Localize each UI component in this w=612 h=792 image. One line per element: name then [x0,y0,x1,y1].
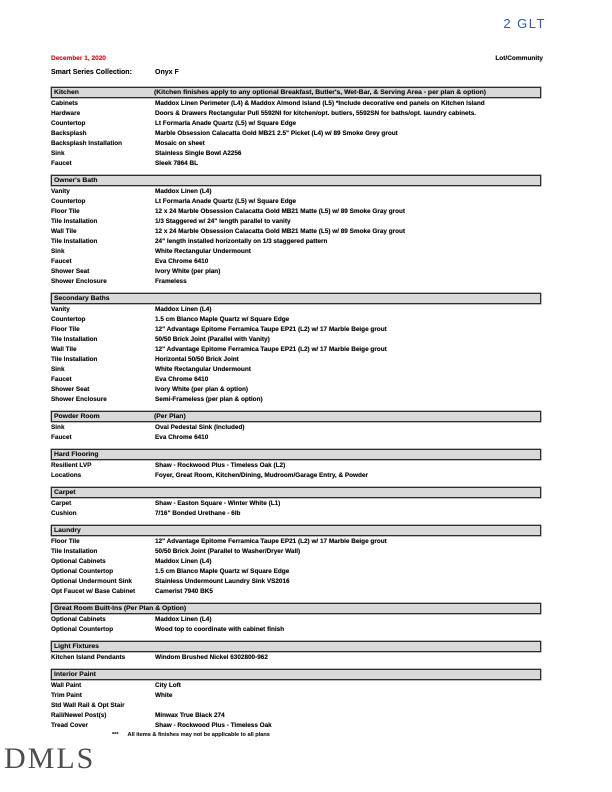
spec-label: Backsplash Installation [51,140,123,147]
spec-value: 1.5 cm Blanco Maple Quartz w/ Square Edge [155,316,290,323]
spec-label: Optional Countertop [51,568,114,575]
spec-row [51,577,541,587]
spec-label: Sink [51,366,65,373]
section-header [51,87,541,98]
section-title: Great Room Built-Ins (Per Plan & Option) [54,605,187,612]
section-rows [51,498,541,519]
spec-label: Sink [51,424,65,431]
spec-value: Doors & Drawers Rectangular Pull 5592NI for kitchen/opt. butlers, 5592SN for baths/opt. laundry cabinets. [155,110,477,117]
spec-value [155,701,541,711]
spec-value: Mosaic on sheet [155,140,205,147]
spec-row [51,227,541,237]
spec-value: Stainless Undermount Laundry Sink VS2016 [155,578,290,585]
spec-value: 12" Advantage Epitome Ferramica Taupe EP21 (L2) w/ 17 Marble Beige grout [155,326,387,333]
section-rows [51,186,541,287]
section-rows [51,460,541,481]
spec-value: Marble Obsession Calacatta Gold MB21 2.5" Picket (L4) w/ 89 Smoke Grey grout [155,130,398,137]
section-title: Carpet [54,489,76,496]
spec-value: Shaw - Rockwood Plus - Timeless Oak (L2) [155,462,286,469]
spec-row [51,335,541,345]
page-code: 2 GLT [503,16,546,31]
footnote-text: All items & finishes may not be applicable to all plans [127,732,270,738]
spec-label: Shower Seat [51,386,90,393]
spec-row [51,433,541,443]
spec-label: Tile Installation [51,218,98,225]
spec-value: Sleek 7864 BL [155,160,198,167]
spec-label: Countertop [51,120,86,127]
spec-value: Lt Formarla Anade Quartz (L5) w/ Square Edge [155,198,297,205]
footnote [112,732,270,738]
spec-row [51,129,541,139]
spec-value: 12 x 24 Marble Obsession Calacatta Gold MB21 Matte (L5) w/ 89 Smoke Gray grout [155,208,406,215]
spec-row [51,247,541,257]
spec-label: Locations [51,472,82,479]
spec-section [51,411,541,443]
spec-section [51,603,541,635]
section-header [51,603,541,614]
spec-section [51,669,541,731]
spec-label: Wall Tile [51,346,77,353]
spec-value: Horizontal 50/50 Brick Joint [155,356,239,363]
spec-label: Cabinets [51,100,78,107]
spec-label: Resilient LVP [51,462,92,469]
spec-row [51,711,541,721]
spec-value: Semi-Frameless (per plan & option) [155,396,263,403]
spec-value: Foyer, Great Room, Kitchen/Dining, Mudroom/Garage Entry, & Powder [155,472,368,479]
spec-row [51,267,541,277]
section-rows [51,652,541,663]
spec-value: White Rectangular Undermount [155,366,251,373]
spec-value: Lt Formarla Anade Quartz (L5) w/ Square Edge [155,120,297,127]
spec-value: 50/50 Brick Joint (Parallel with Vanity) [155,336,270,343]
spec-row [51,217,541,227]
spec-label: Std Wall Rail & Opt Stair [51,702,125,709]
spec-label: Optional Cabinets [51,558,106,565]
spec-label: Floor Tile [51,208,80,215]
spec-row [51,305,541,315]
spec-label: Shower Enclosure [51,278,107,285]
spec-value: 12" Advantage Epitome Ferramica Taupe EP21 (L2) w/ 17 Marble Beige grout [155,346,387,353]
spec-value: Eva Chrome 6410 [155,434,209,441]
spec-row [51,471,541,481]
spec-row [51,257,541,267]
section-title: Secondary Baths [54,295,110,302]
spec-value: Eva Chrome 6410 [155,258,209,265]
spec-value: Maddox Linen (L4) [155,306,212,313]
mls-watermark: DMLS [4,742,96,775]
section-header [51,669,541,680]
section-header [51,525,541,536]
spec-section [51,487,541,519]
spec-row [51,315,541,325]
spec-value: Minwax True Black 274 [155,712,225,719]
spec-label: Vanity [51,306,70,313]
spec-value: 7/16" Bonded Urethane - 6lb [155,510,241,517]
section-title: Kitchen [54,89,79,96]
section-rows [51,536,541,597]
section-rows [51,614,541,635]
spec-label: Floor Tile [51,538,80,545]
spec-row [51,109,541,119]
spec-row [51,375,541,385]
spec-row [51,567,541,577]
spec-value: Camerist 7940 BK5 [155,588,213,595]
spec-label: Shower Enclosure [51,396,107,403]
spec-row [51,653,541,663]
spec-label: Faucet [51,258,72,265]
spec-row [51,159,541,169]
spec-value: Ivory White (per plan) [155,268,221,275]
spec-value: White [155,692,173,699]
spec-value: 1/3 Staggered w/ 24" length parallel to vanity [155,218,291,225]
spec-value: Frameless [155,278,187,285]
spec-row [51,277,541,287]
spec-row [51,557,541,567]
section-header [51,449,541,460]
spec-label: Tile Installation [51,336,98,343]
spec-value: Shaw - Rockwood Plus - Timeless Oak [155,722,272,729]
section-title: Laundry [54,527,81,534]
spec-row [51,537,541,547]
spec-row [51,345,541,355]
spec-label: Tile Installation [51,548,98,555]
spec-section [51,293,541,405]
spec-row [51,325,541,335]
spec-row [51,461,541,471]
spec-row [51,587,541,597]
spec-section [51,449,541,481]
spec-label: Faucet [51,376,72,383]
spec-label: Wall Tile [51,228,77,235]
lot-community-label: Lot/Community [495,55,543,62]
spec-row [51,499,541,509]
spec-label: Wall Paint [51,682,82,689]
spec-value: Maddox Linen (L4) [155,616,212,623]
spec-label: Sink [51,150,65,157]
spec-label: Trim Paint [51,692,82,699]
spec-label: Hardware [51,110,81,117]
spec-label: Tile Installation [51,238,98,245]
spec-row [51,385,541,395]
spec-row [51,509,541,519]
spec-row [51,721,541,731]
spec-row [51,139,541,149]
section-header [51,293,541,304]
section-title: Owner's Bath [54,177,98,184]
spec-label: Optional Cabinets [51,616,106,623]
spec-value: Wood top to coordinate with cabinet finish [155,626,285,633]
spec-label: Carpet [51,500,72,507]
spec-value: Windom Brushed Nickel 6302800-962 [155,654,268,661]
spec-section [51,175,541,287]
spec-label: Tile Installation [51,356,98,363]
spec-row [51,681,541,691]
spec-value: Shaw - Easton Square - Winter White (L1) [155,500,281,507]
spec-value: Maddox Linen Perimeter (L4) & Maddox Almond Island (L5) *Include decorative end panels on Kitchen Island [155,100,485,107]
spec-row [51,187,541,197]
spec-value: White Rectangular Undermount [155,248,251,255]
section-rows [51,422,541,443]
spec-value: Eva Chrome 6410 [155,376,209,383]
spec-value: 1.5 cm Blanco Maple Quartz w/ Square Edge [155,568,290,575]
spec-section [51,641,541,663]
section-header [51,487,541,498]
series-label: Smart Series Collection: [51,69,132,76]
spec-label: Kitchen Island Pendants [51,654,126,661]
spec-label: Vanity [51,188,70,195]
spec-row [51,395,541,405]
section-header [51,641,541,652]
spec-value: Stainless Single Bowl A2256 [155,150,242,157]
spec-row [51,207,541,217]
section-note: (Per Plan) [154,413,186,420]
spec-row [51,701,541,711]
spec-label: Faucet [51,434,72,441]
spec-value: Maddox Linen (L4) [155,188,212,195]
spec-value: Ivory White (per plan & option) [155,386,249,393]
spec-label: Faucet [51,160,72,167]
section-rows [51,98,541,169]
spec-row [51,119,541,129]
section-title: Hard Flooring [54,451,99,458]
spec-label: Countertop [51,198,86,205]
spec-row [51,547,541,557]
spec-label: Countertop [51,316,86,323]
series-title-row [51,69,541,76]
document-date: December 1, 2020 [51,55,106,62]
spec-row [51,149,541,159]
spec-row [51,691,541,701]
spec-table [51,87,541,737]
spec-label: Cushion [51,510,77,517]
spec-value: 12 x 24 Marble Obsession Calacatta Gold MB21 Matte (L5) w/ 89 Smoke Gray grout [155,228,406,235]
spec-label: Shower Seat [51,268,90,275]
spec-value: Maddox Linen (L4) [155,558,212,565]
section-header [51,411,541,422]
footnote-marker: *** [112,732,119,738]
spec-value: City Loft [155,682,181,689]
section-rows [51,304,541,405]
section-rows [51,680,541,731]
spec-label: Tread Cover [51,722,88,729]
spec-value: 12" Advantage Epitome Ferramica Taupe EP21 (L2) w/ 17 Marble Beige grout [155,538,387,545]
section-header [51,175,541,186]
section-title: Powder Room [54,413,100,420]
spec-row [51,365,541,375]
spec-value: 50/50 Brick Joint (Parallel to Washer/Dryer Wall) [155,548,301,555]
spec-value: Oval Pedestal Sink (Included) [155,424,245,431]
spec-label: Optional Countertop [51,626,114,633]
spec-row [51,615,541,625]
spec-row [51,423,541,433]
spec-label: Opt Faucet w/ Base Cabinet [51,588,136,595]
section-title: Light Fixtures [54,643,99,650]
spec-label: Sink [51,248,65,255]
spec-label: Floor Tile [51,326,80,333]
spec-row [51,355,541,365]
spec-row [51,237,541,247]
spec-value: 24" length installed horizontally on 1/3 staggered pattern [155,238,328,245]
spec-section [51,525,541,597]
spec-row [51,197,541,207]
spec-section [51,87,541,169]
series-plan-name: Onyx F [155,69,179,76]
spec-label: Optional Undermount Sink [51,578,132,585]
spec-label: Rail/Newel Post(s) [51,712,107,719]
spec-row [51,625,541,635]
section-note: (Kitchen finishes apply to any optional Breakfast, Butler's, Wet-Bar, & Serving Area - per plan & option) [154,89,487,96]
section-title: Interior Paint [54,671,96,678]
spec-row [51,99,541,109]
spec-label: Backsplash [51,130,87,137]
